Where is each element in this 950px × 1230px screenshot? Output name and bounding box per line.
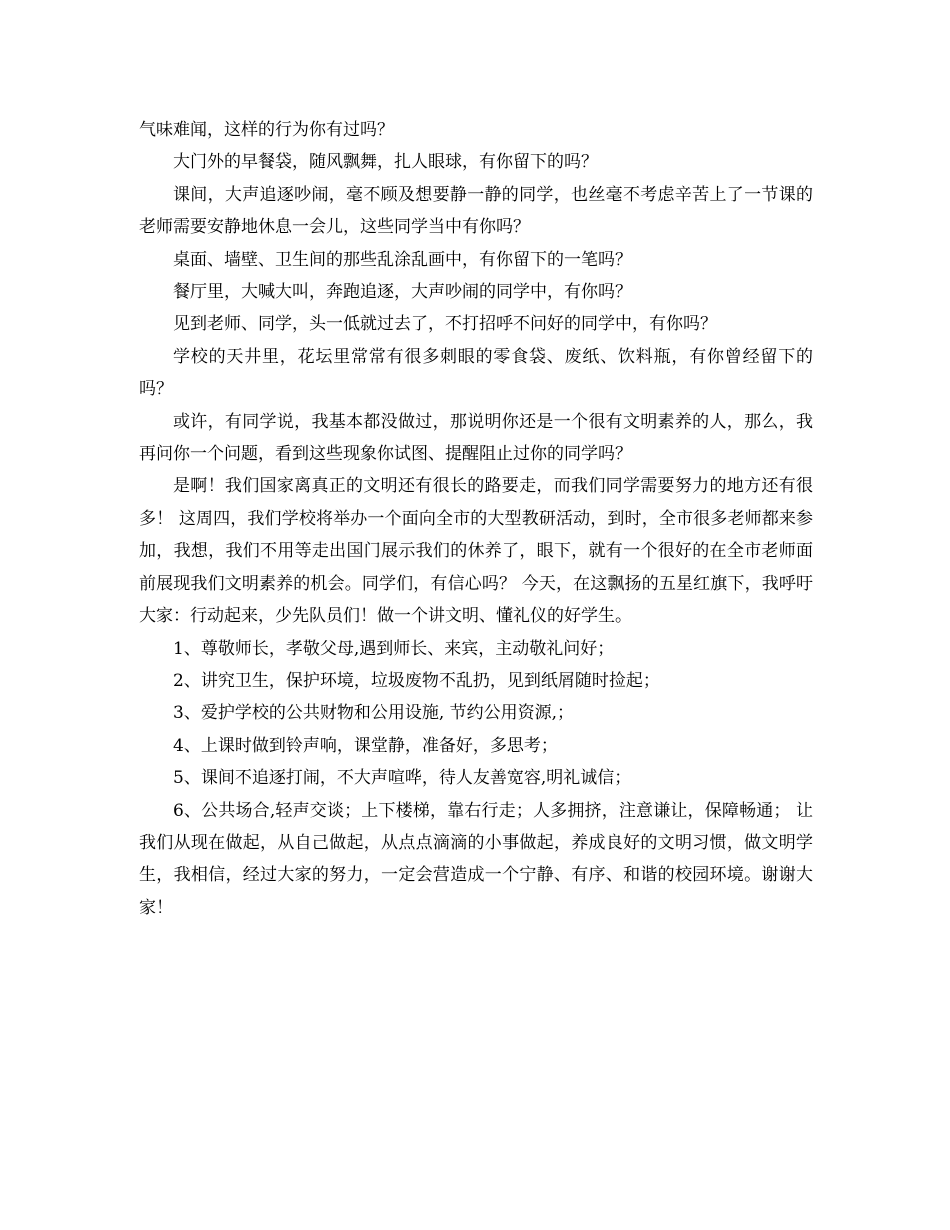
paragraph-5: 餐厅里，大喊大叫，奔跑追逐，大声吵闹的同学中，有你吗？: [173, 282, 632, 303]
paragraph-9: 是啊！我们国家离真正的文明还有很长的路要走，而我们同学需要努力的地方还有很多！ 这周四，我们学校将举办一个面向全市的大型教研活动，到时，全市很多老师都来参加，我想，我们不用等走出国门展示我们的休养了，眼下，就有一个很好的在全市老师面前展现我们文明素养的机会。同学们，有信心吗？ 今天，在这飘扬的五星红旗下，我呼吁大家：行动起来，少先队员们！做一个讲文明、懂礼仪的好学生。: [139, 476, 813, 627]
paragraph-1: 气味难闻，这样的行为你有过吗？: [139, 120, 394, 140]
list-item-6: 6、公共场合,轻声交谈；上下楼梯，靠右行走；人多拥挤，注意谦让，保障畅通； 让我们从现在做起，从自己做起，从点点滴滴的小事做起，养成良好的文明习惯，做文明学生，我相信，经过大家的努力，一定会营造成一个宁静、有序、和谐的校园环境。谢谢大家！: [139, 800, 813, 918]
list-item-5: 5、课间不追逐打闹，不大声喧哗，待人友善宽容,明礼诚信；: [173, 768, 632, 789]
paragraph-6: 见到老师、同学，头一低就过去了，不打招呼不问好的同学中，有你吗？: [173, 314, 717, 335]
list-item-1: 1、尊敬师长，孝敬父母,遇到师长、来宾，主动敬礼问好；: [173, 638, 615, 659]
paragraph-4: 桌面、墙壁、卫生间的那些乱涂乱画中，有你留下的一笔吗？: [173, 249, 632, 270]
list-item-4: 4、上课时做到铃声响，课堂静，准备好，多思考；: [173, 735, 558, 756]
paragraph-3: 课间，大声追逐吵闹，毫不顾及想要静一静的同学，也丝毫不考虑辛苦上了一节课的老师需要安静地休息一会儿，这些同学当中有你吗？: [139, 184, 813, 238]
paragraph-7: 学校的天井里，花坛里常常有很多刺眼的零食袋、废纸、饮料瓶，有你曾经留下的吗？: [139, 346, 813, 400]
list-item-3: 3、爱护学校的公共财物和公用设施, 节约公用资源,；: [173, 703, 575, 724]
paragraph-8: 或许，有同学说，我基本都没做过，那说明你还是一个很有文明素养的人，那么，我再问你一个问题，看到这些现象你试图、提醒阻止过你的同学吗？: [139, 411, 813, 465]
paragraph-2: 大门外的早餐袋，随风飘舞，扎人眼球，有你留下的吗？: [173, 152, 598, 173]
list-item-2: 2、讲究卫生，保护环境，垃圾废物不乱扔，见到纸屑随时捡起；: [173, 670, 660, 691]
document-page: [139, 114, 813, 924]
